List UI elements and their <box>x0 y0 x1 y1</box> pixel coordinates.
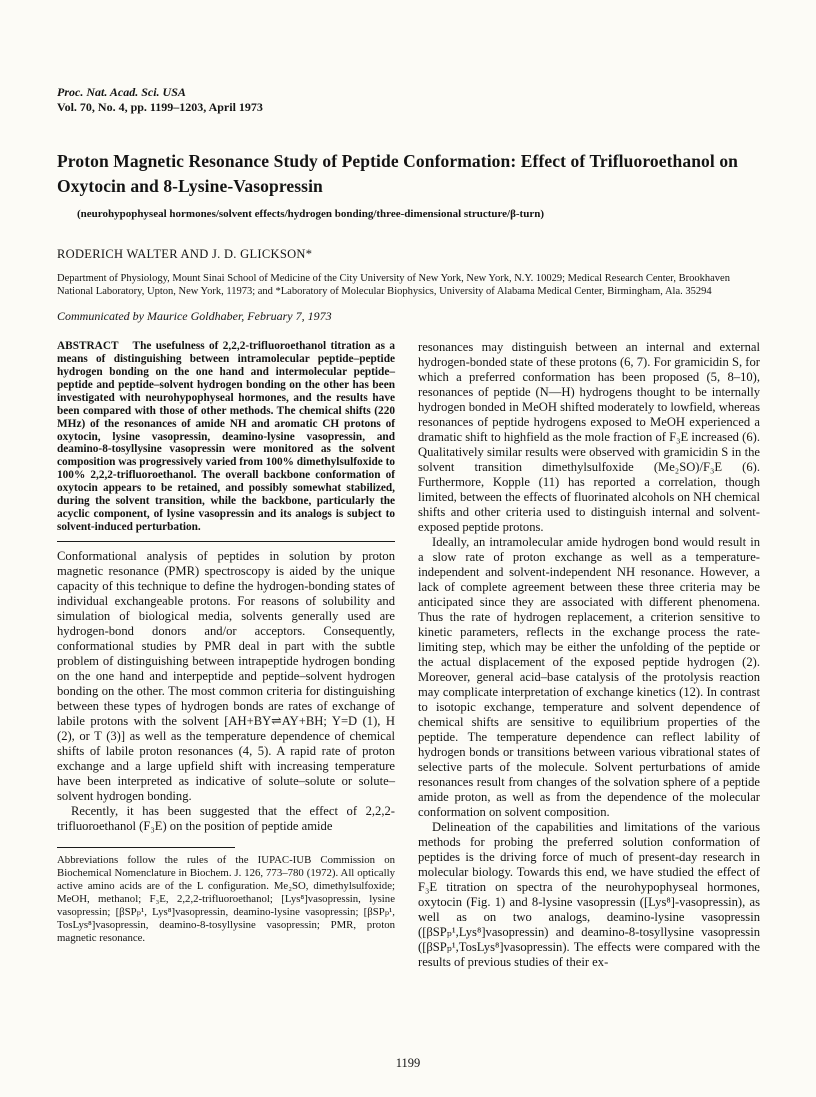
article-title: Proton Magnetic Resonance Study of Peptide Conformation: Effect of Trifluoroethanol on Oxytocin and 8-Lysine-Vasopressin <box>57 151 738 196</box>
footnote-divider <box>57 847 235 848</box>
abstract <box>57 340 395 534</box>
journal-header <box>57 85 760 115</box>
abstract-text: The usefulness of 2,2,2-trifluoroethanol titration as a means of distinguishing between intramolecular peptide–peptide hydrogen bonding on the one hand and intermolecular peptide–peptide and peptide–solvent hydrogen bonding on the other has been investigated with neurohypophyseal hormones, and the results have been compared with those of other methods. The chemical shifts (220 MHz) of the resonances of amide NH and aromatic CH protons of oxytocin, lysine vasopressin, deamino-lysine vasopressin, and deamino-8-tosyllysine vasopressin were monitored as the solvent composition was progressively varied from 100% dimethylsulfoxide to 100% 2,2,2-trifluoroethanol. The overall backbone conformation of oxytocin appears to be retained, and possibly somewhat stabilized, during the solvent transition, while the backbone, particularly the acyclic component, of lysine vasopressin and its analogs is subject to solvent-induced perturbation. <box>57 340 395 533</box>
left-column <box>57 340 395 970</box>
authors-line: RODERICH WALTER AND J. D. GLICKSON* <box>57 247 313 261</box>
communicated-line: Communicated by Maurice Goldhaber, February 7, 1973 <box>57 309 332 324</box>
abstract-divider <box>57 541 395 542</box>
body-paragraph: resonances may distinguish between an internal and external hydrogen-bonded state of these protons (6, 7). For gramicidin S, for which a preferred conformation has been proposed (5, 8–10), resonances of peptide (N—H) hydrogens thought to be internally hydrogen bonded in MeOH shifted moderately to lowfield, whereas resonances of peptide hydrogens exposed to MeOH experienced a dramatic shift to highfield as the mole fraction of F₃E increased (6). Qualitatively similar results were observed with gramicidin S in the solvent transition dimethylsulfoxide (Me₂SO)/F₃E (6). Furthermore, Kopple (11) has reported a correlation, though limited, between the effects of fluorinated alcohols on NH chemical shifts and other criteria used to distinguish internal and solvent-exposed peptide protons. <box>418 340 760 535</box>
body-paragraph: Delineation of the capabilities and limitations of the various methods for probing the preferred solution conformation of peptides is the driving force of much of present-day research in molecular biology. Towards this end, we have studied the effect of F₃E titration on spectra of the neurohypophyseal hormones, oxytocin (Fig. 1) and 8-lysine vasopressin ([Lys⁸]-vasopressin), as well as on two analogs, deamino-lysine vasopressin ([βSPₚ¹,Lys⁸]vasopressin) and deamino-8-tosyllysine vasopressin ([βSPₚ¹,TosLys⁸]vasopressin). The effects were compared with the results of previous studies of their ex- <box>418 820 760 970</box>
page-number: 1199 <box>395 1056 421 1070</box>
intro-paragraph: Conformational analysis of peptides in solution by proton magnetic resonance (PMR) spectroscopy is aided by the unique capacity of this technique to define the hydrogen-bonding states of individual exchangeable protons. For reasons of solubility and simulation of biological media, solvents generally used are hydrogen-bond donors and/or acceptors. Consequently, conformational studies by PMR deal in part with the subtle problem of distinguishing between intrapeptide hydrogen bonding on the one hand and interpeptide and peptide–solvent hydrogen bonding on the other. The most common criteria for distinguishing between these types of hydrogen bonds are rates of exchange of labile protons with the solvent [AH+BY⇌AY+BH; Y=D (1), H (2), or T (3)] as well as the temperature dependence of chemical shifts of labile proton resonances (4, 5). A rapid rate of proton exchange and a large upfield shift with increasing temperature have been interpreted as indicative of solute–solute or solute–solvent hydrogen bonding. <box>57 548 395 803</box>
journal-name: Proc. Nat. Acad. Sci. USA <box>57 85 186 99</box>
body-paragraph: Ideally, an intramolecular amide hydrogen bond would result in a slow rate of proton exchange as well as a temperature-independent and solvent-independent NH resonance. However, a lack of complete agreement between these three criteria may be anticipated since they are associated with different phenomena. Thus the rate of hydrogen replacement, a criterion sensitive to kinetic parameters, reflects in the exchange process the rate-limiting step, which may be either the unfolding of the peptide or the actual displacement of the exposed peptide hydrogen (2). Moreover, general acid–base catalysis of the protolysis reaction may complicate interpretation of exchange kinetics (12). In contrast to isotopic exchange, temperature and solvent dependence of chemical shifts are sensitive to equilibrium properties of the peptide. The temperature dependence can reflect lability of hydrogen bonds or transitions between various vibrational states of selective parts of the molecule. Solvent perturbations of amide resonances result from changes of the solvation sphere of a peptide amide proton, as well as from the dependence of the molecular conformation on solvent composition. <box>418 535 760 820</box>
footnote-block <box>57 847 395 945</box>
right-column <box>418 340 760 970</box>
footnote-text: Abbreviations follow the rules of the IUPAC-IUB Commission on Biochemical Nomenclature in Biochem. J. 126, 773–780 (1972). All optically active amino acids are of the L configuration. Me₂SO, dimethylsulfoxide; MeOH, methanol; F₃E, 2,2,2-trifluoroethanol; [Lys⁸]vasopressin, lysine vasopressin; [βSPₚ¹, Lys⁸]vasopressin, deamino-lysine vasopressin; [βSPₚ¹, TosLys⁸]vasopressin, deamino-8-tosyllysine vasopressin; PMR, proton magnetic resonance. <box>57 853 395 944</box>
abstract-label: ABSTRACT <box>57 340 119 353</box>
affiliations: Department of Physiology, Mount Sinai School of Medicine of the City University of New York, New York, N.Y. 10029; Medical Research Center, Brookhaven National Laboratory, Upton, New York, 11973; and *Laboratory of Molecular Biophysics, University of Alabama Medical Center, Birmingham, Ala. 35294 <box>57 273 730 297</box>
two-column-body <box>57 340 760 970</box>
intro-paragraph: Recently, it has been suggested that the effect of 2,2,2-trifluoroethanol (F₃E) on the position of peptide amide <box>57 803 395 833</box>
keywords-line: (neurohypophyseal hormones/solvent effects/hydrogen bonding/three-dimensional structure/β-turn) <box>77 208 545 220</box>
journal-issue: Vol. 70, No. 4, pp. 1199–1203, April 1973 <box>57 100 263 114</box>
